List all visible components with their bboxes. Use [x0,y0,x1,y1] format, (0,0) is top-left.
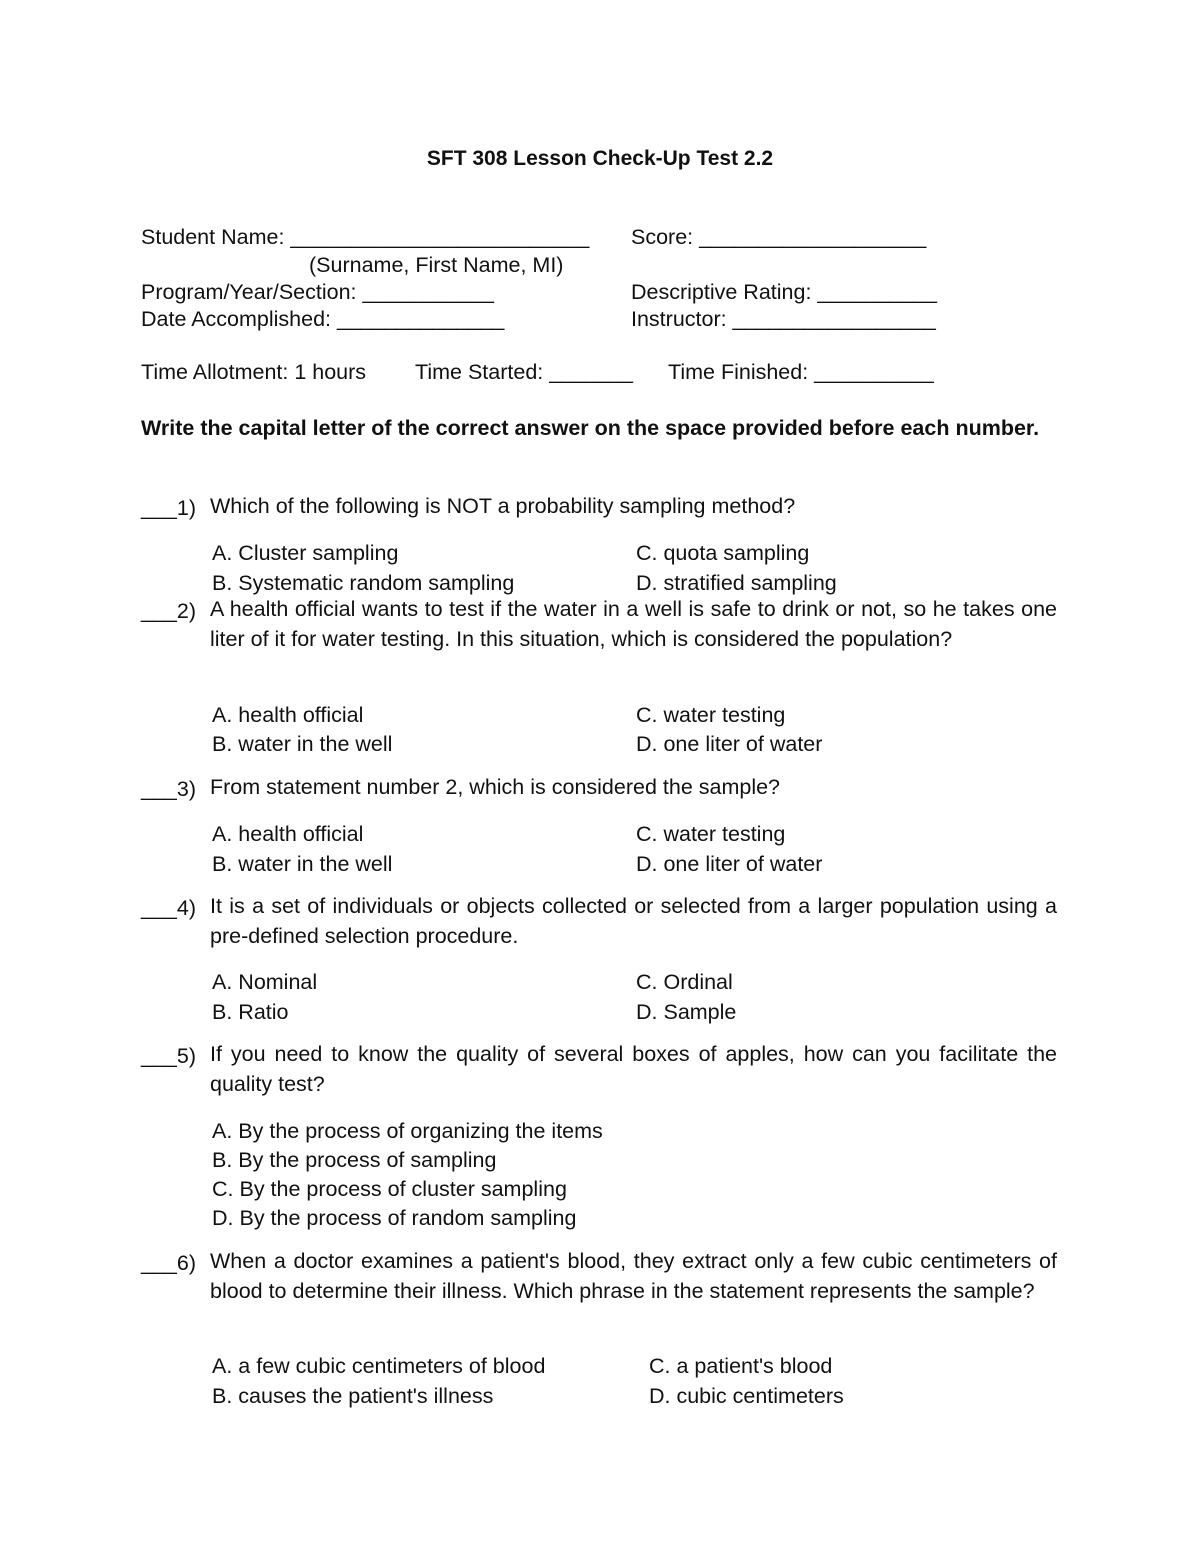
time-started-field[interactable]: Time Started: _______ [415,360,633,384]
question-2-option-c: C. water testing [636,703,786,727]
descriptive-rating-field[interactable]: Descriptive Rating: __________ [631,280,937,304]
question-4-option-b: B. Ratio [212,1000,289,1024]
question-2-option-d: D. one liter of water [636,732,823,756]
question-5-answer-blank[interactable]: ___5) [141,1044,196,1068]
name-format-hint: (Surname, First Name, MI) [309,253,564,277]
question-2-option-a: A. health official [212,703,364,727]
question-4-text: It is a set of individuals or objects collected or selected from a larger population using a pre-defined selection procedure. [210,894,1057,948]
question-3-answer-blank[interactable]: ___3) [141,777,196,801]
question-5-text: If you need to know the quality of several boxes of apples, how can you facilitate the quality test? [210,1042,1057,1096]
page-title: SFT 308 Lesson Check-Up Test 2.2 [426,147,774,170]
instructions: Write the capital letter of the correct answer on the space provided before each number. [141,416,1040,440]
instructor-field[interactable]: Instructor: _________________ [631,307,936,331]
question-4-answer-blank[interactable]: ___4) [141,896,196,920]
question-3-option-a: A. health official [212,822,364,846]
time-finished-field[interactable]: Time Finished: __________ [668,360,934,384]
question-1-option-b: B. Systematic random sampling [212,571,515,595]
question-2-text: A health official wants to test if the water in a well is safe to drink or not, so he takes one liter of it for water testing. In this situation, which is considered the population? [210,597,1057,651]
question-6-option-a: A. a few cubic centimeters of blood [212,1354,546,1378]
question-6-option-c: C. a patient's blood [649,1354,833,1378]
student-name-field[interactable]: Student Name: _________________________ [141,225,590,249]
score-field[interactable]: Score: ___________________ [631,225,927,249]
question-1-option-a: A. Cluster sampling [212,541,399,565]
question-6-text: When a doctor examines a patient's blood, they extract only a few cubic centimeters of blood to determine their illness. Which phrase in the statement represents the sample? [210,1249,1057,1303]
question-1-option-c: C. quota sampling [636,541,810,565]
question-6-option-b: B. causes the patient's illness [212,1384,494,1408]
program-year-section-field[interactable]: Program/Year/Section: ___________ [141,280,495,304]
question-1-option-d: D. stratified sampling [636,571,837,595]
question-5-option-d: D. By the process of random sampling [212,1206,577,1230]
question-1-text: Which of the following is NOT a probability sampling method? [210,494,796,518]
date-accomplished-field[interactable]: Date Accomplished: ______________ [141,307,505,331]
question-3-option-d: D. one liter of water [636,852,823,876]
question-2-answer-blank[interactable]: ___2) [141,599,196,623]
time-allotment: Time Allotment: 1 hours [141,360,367,384]
question-3-text: From statement number 2, which is considered the sample? [210,775,781,799]
question-6-answer-blank[interactable]: ___6) [141,1251,196,1275]
question-6-option-d: D. cubic centimeters [649,1384,844,1408]
question-1-answer-blank[interactable]: ___1) [141,496,196,520]
question-5-option-a: A. By the process of organizing the items [212,1119,603,1143]
question-3-option-b: B. water in the well [212,852,393,876]
question-5-option-b: B. By the process of sampling [212,1148,497,1172]
question-4-option-d: D. Sample [636,1000,737,1024]
question-4-option-a: A. Nominal [212,970,318,994]
question-2-option-b: B. water in the well [212,732,393,756]
question-5-option-c: C. By the process of cluster sampling [212,1177,567,1201]
question-3-option-c: C. water testing [636,822,786,846]
question-4-option-c: C. Ordinal [636,970,733,994]
